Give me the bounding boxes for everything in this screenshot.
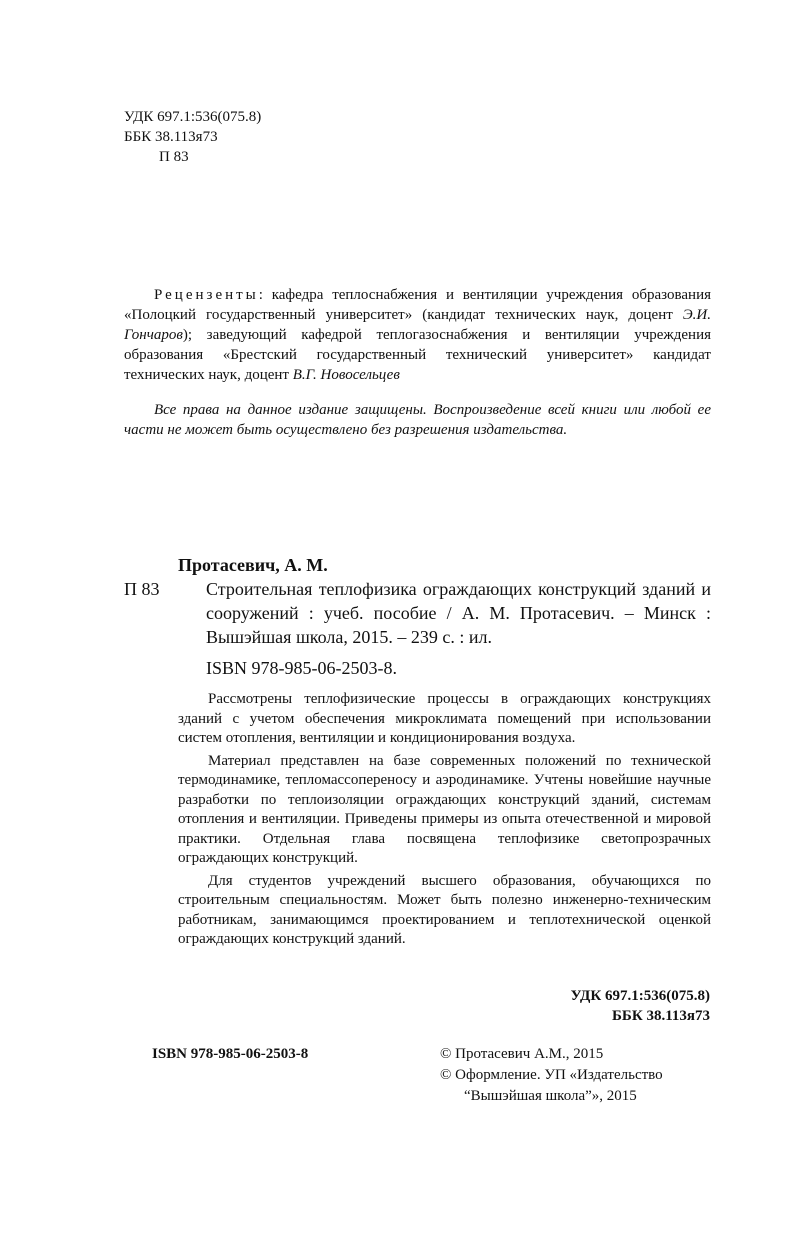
footer-bbk: ББК 38.113я73: [612, 1008, 710, 1024]
reviewers-text-1: : кафедра теплоснабжения и вентиляции учреждения образования «Полоцкий государственный университет» (кандидат технических наук, доцент: [124, 287, 711, 323]
copyright-design: © Оформление. УП «Издательство: [440, 1067, 663, 1083]
annotation-paragraph: Материал представлен на базе современных положений по технической термодинамике, тепломассопереносу и аэродинамике. Учтены новейшие научные разработки по теплоизоляции ограждающих конструкций зданий, системам отопления и вентиляции. Приведены примеры из опыта отечественной и мировой практики. Отдельная глава посвящена теплофизике светопрозрачных ограждающих конструкций.: [178, 752, 711, 866]
bib-code: П 83: [124, 579, 160, 599]
annotation-paragraph: Рассмотрены теплофизические процессы в ограждающих конструкциях зданий с учетом обеспечения микроклимата помещений при использовании систем отопления, вентиляции и кондиционирования воздуха.: [178, 691, 711, 746]
reviewer-name-2: В.Г. Новосельцев: [292, 367, 400, 383]
annotation: [178, 690, 711, 953]
reviewers-text-2: ); заведующий кафедрой теплогазоснабжения и вентиляции учреждения образования «Брестский государственный технический университет» кандидат технических наук, доцент: [124, 327, 711, 383]
footer-isbn: ISBN 978-985-06-2503-8: [152, 1046, 309, 1062]
udk-code: УДК 697.1:536(075.8): [124, 109, 262, 125]
author-mark: П 83: [159, 149, 189, 165]
copyright-author: © Протасевич А.М., 2015: [440, 1046, 604, 1062]
reviewer-name-1: Э.И. Гончаров: [124, 307, 711, 343]
bib-author: Протасевич, А. М.: [178, 555, 328, 575]
footer-udk: УДК 697.1:536(075.8): [570, 988, 710, 1004]
bib-isbn: ISBN 978-985-06-2503-8.: [206, 658, 397, 678]
copyright-publisher: “Вышэйшая школа”», 2015: [464, 1088, 637, 1104]
copyright-block: [440, 1044, 663, 1107]
footer-codes: [571, 986, 710, 1026]
bib-description: Строительная теплофизика ограждающих конструкций зданий и сооружений : учеб. пособие / А. М. Протасевич. – Минск : Вышэйшая школа, 2015. – 239 с. : ил.: [206, 579, 711, 647]
reviewers-paragraph: [124, 285, 711, 385]
bbk-code: ББК 38.113я73: [124, 129, 218, 145]
rights-notice: Все права на данное издание защищены. Воспроизведение всей книги или любой ее части не может быть осуществлено без разрешения издательства.: [124, 402, 711, 438]
classification-codes: [124, 107, 261, 167]
annotation-paragraph: Для студентов учреждений высшего образования, обучающихся по строительным специальностям. Может быть полезно инженерно-техническим работникам, занимающимся проектированием и теплотехнической оценкой ограждающих конструкций зданий.: [178, 872, 711, 947]
reviewers-label: Рецензенты: [154, 287, 259, 303]
